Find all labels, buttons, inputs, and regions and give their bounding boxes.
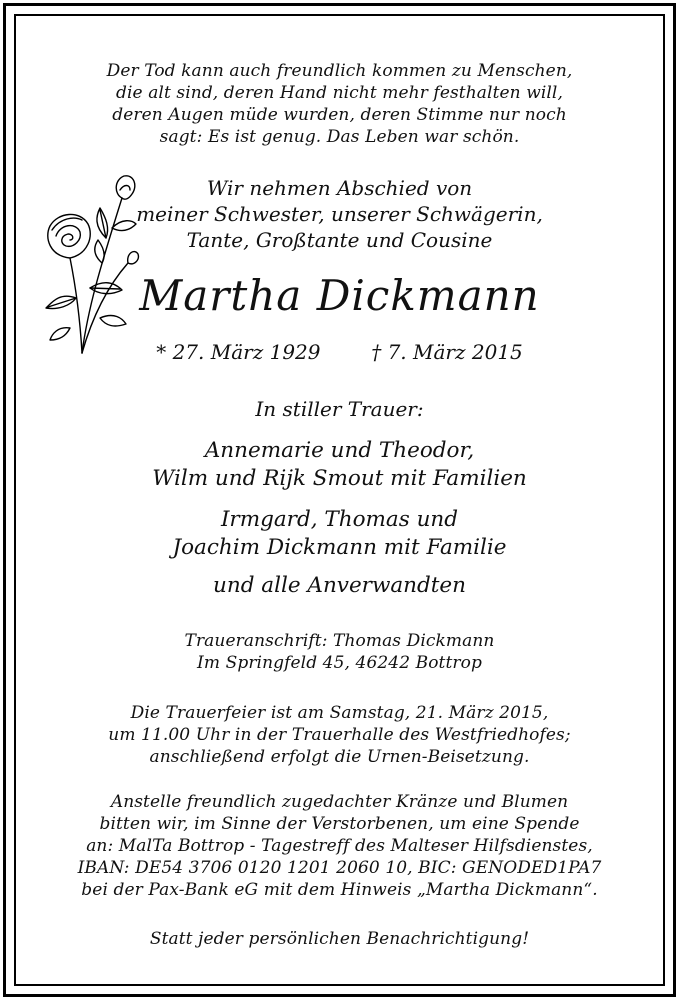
donation-line: bitten wir, im Sinne der Verstorbenen, um eine Spende — [99, 814, 580, 834]
mourning-heading: In stiller Trauer: — [255, 397, 424, 421]
ceremony-line: um 11.00 Uhr in der Trauerhalle des Westfriedhofes; — [108, 725, 571, 745]
farewell-line: Wir nehmen Abschied von — [206, 176, 473, 200]
mourners-group-1 — [0, 437, 679, 493]
poem-line: die alt sind, deren Hand nicht mehr festhalten will, — [116, 83, 563, 103]
poem-line: sagt: Es ist genug. Das Leben war schön. — [159, 127, 520, 147]
birth-date: * 27. März 1929 — [156, 340, 321, 364]
farewell — [0, 175, 679, 253]
donation-line: IBAN: DE54 3706 0120 1201 2060 10, BIC: GENODED1PA7 — [77, 858, 602, 878]
donation-line: an: MalTa Bottrop - Tagestreff des Malteser Hilfsdienstes, — [86, 836, 593, 856]
address-line: Im Springfeld 45, 46242 Bottrop — [197, 653, 482, 673]
poem-line: Der Tod kann auch freundlich kommen zu Menschen, — [106, 61, 573, 81]
mourner-line: Wilm und Rijk Smout mit Familien — [152, 466, 527, 491]
mourners-group-3: und alle Anverwandten — [213, 573, 466, 598]
closing-note: Statt jeder persönlichen Benachrichtigung! — [149, 929, 530, 949]
address-line: Traueranschrift: Thomas Dickmann — [184, 631, 495, 651]
ceremony — [0, 702, 679, 768]
donation-line: Anstelle freundlich zugedachter Kränze und Blumen — [110, 792, 569, 812]
farewell-line: Tante, Großtante und Cousine — [186, 228, 493, 252]
poem — [0, 60, 679, 148]
mourners-group-2 — [0, 506, 679, 562]
mourner-line: Joachim Dickmann mit Familie — [172, 535, 507, 560]
ceremony-line: anschließend erfolgt die Urnen-Beisetzung. — [149, 747, 530, 767]
mourner-line: Annemarie und Theodor, — [204, 438, 475, 463]
donation — [0, 791, 679, 901]
address — [0, 630, 679, 674]
deceased-name: Martha Dickmann — [139, 271, 540, 320]
life-dates — [0, 339, 679, 365]
death-date: † 7. März 2015 — [371, 340, 523, 364]
ceremony-line: Die Trauerfeier ist am Samstag, 21. März 2015, — [130, 703, 549, 723]
mourner-line: Irmgard, Thomas und — [220, 507, 459, 532]
donation-line: bei der Pax-Bank eG mit dem Hinweis „Martha Dickmann“. — [81, 880, 598, 900]
poem-line: deren Augen müde wurden, deren Stimme nur noch — [112, 105, 567, 125]
farewell-line: meiner Schwester, unserer Schwägerin, — [136, 202, 543, 226]
